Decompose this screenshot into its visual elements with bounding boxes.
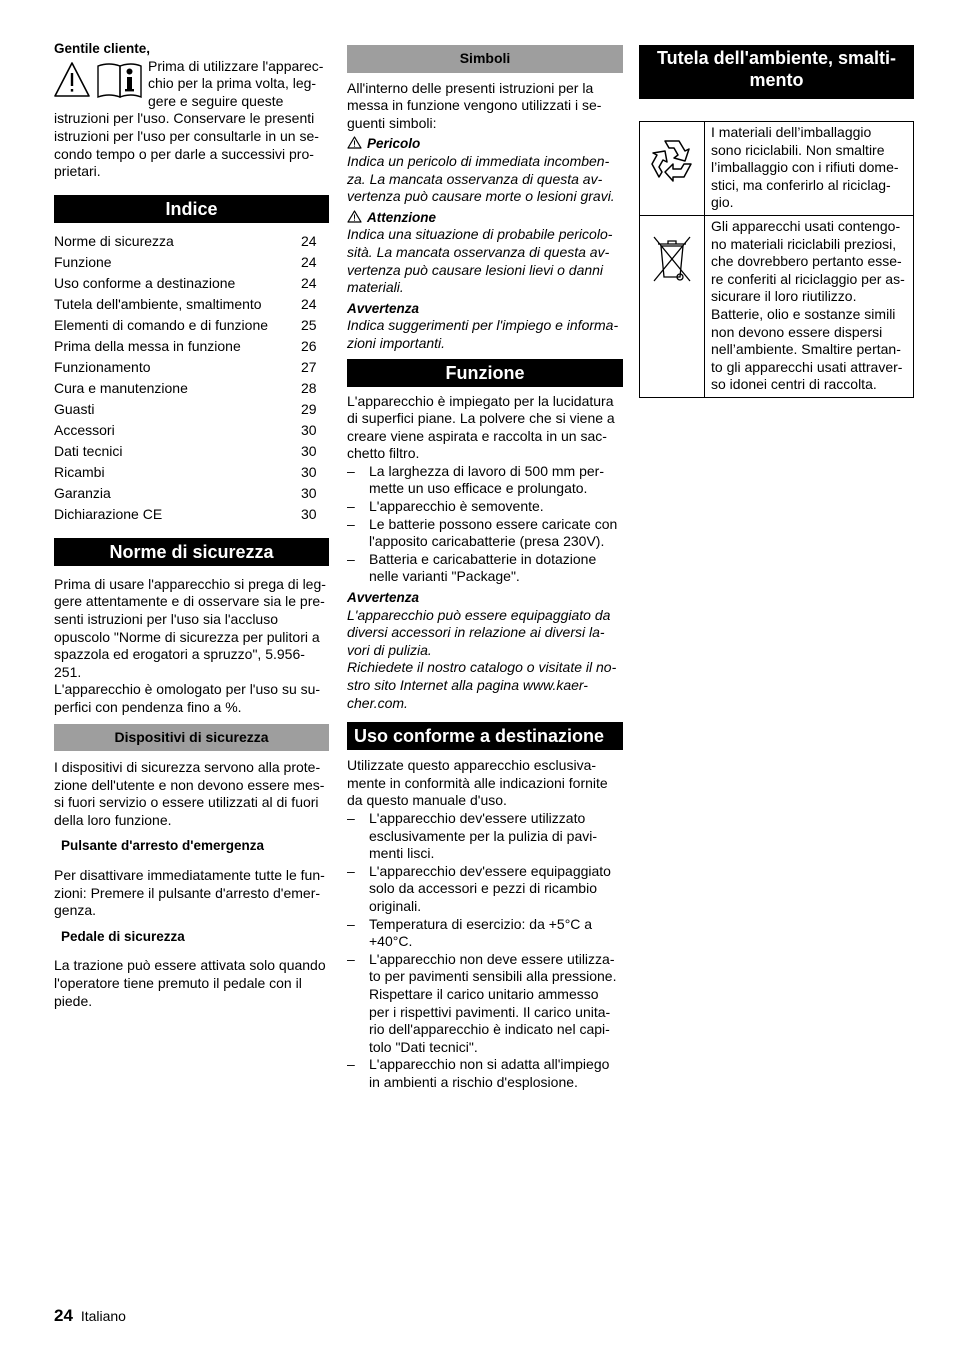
safety-intro-text [54, 576, 329, 717]
list-item-line: – L'apparecchio è semovente. [369, 498, 544, 515]
recycling-icon-cell [640, 122, 705, 216]
toc-entry [54, 420, 329, 441]
list-item [347, 810, 623, 863]
text-line: che dovrebbero pertanto esse- [711, 253, 902, 270]
text-line: Per disattivare immediatamente tutte le fun- [54, 867, 325, 884]
list-item [347, 916, 623, 951]
toc-entry-page: 24 [301, 274, 317, 291]
text-line: l'operatore tiene premuto il pedale con il [54, 975, 302, 992]
list-item [347, 1056, 623, 1091]
text-line: gio. [711, 194, 734, 211]
toc-entry-page: 30 [301, 442, 317, 459]
toc-entry [54, 483, 329, 504]
list-item-line: +40°C. [369, 933, 413, 950]
text-line: creare viene aspirata e raccolta in un sac- [347, 427, 607, 444]
intro-line: Prima di utilizzare l'apparec- [148, 57, 324, 74]
text-line: to gli apparecchi usati attraver- [711, 358, 903, 375]
toc-entry-label: Prima della messa in funzione [54, 337, 241, 354]
column-2 [347, 45, 623, 1091]
safety-devices-text [54, 759, 329, 829]
recycling-icon [645, 133, 699, 187]
environment-disposal-text [705, 215, 914, 397]
list-item-line: – L'apparecchio non deve essere utilizza- [369, 950, 615, 967]
toc-entry-page: 25 [301, 316, 317, 333]
text-line: cher.com. [347, 694, 408, 711]
text-line: nell’ambiente. Smaltire pertan- [711, 341, 901, 358]
toc-entry [54, 294, 329, 315]
warning-triangle-icon [347, 136, 362, 149]
toc-entry [54, 462, 329, 483]
caution-text [347, 226, 623, 296]
emergency-stop-heading: Pulsante d'arresto d'emergenza [61, 838, 264, 854]
text-line: senti istruzioni per l'uso sia l'accluso [54, 610, 278, 627]
text-line: sicurare il loro riutilizzo. [711, 288, 857, 305]
toc-entry-label: Ricambi [54, 463, 105, 480]
footer-language: Italiano [80, 1308, 126, 1324]
crossed-bin-icon-cell [640, 215, 705, 397]
list-item-line: to per pavimenti sensibili alla pressione. [369, 968, 617, 985]
list-item-line: solo da accessori e pezzi di ricambio [369, 880, 597, 897]
warning-and-manual-icons [54, 60, 142, 100]
text-line: genza. [54, 902, 97, 919]
list-item-line: in ambienti a rischio d'esplosione. [369, 1073, 578, 1090]
column-1 [54, 40, 329, 1010]
toc-entry-page: 30 [301, 421, 317, 438]
text-line: della loro funzione. [54, 811, 172, 828]
function-bullet-list [347, 463, 623, 586]
toc-entry [54, 336, 329, 357]
page-footer [54, 1307, 126, 1326]
text-line: za. La mancata osservanza di questa av- [347, 170, 603, 187]
list-item-line: – La larghezza di lavoro di 500 mm per- [369, 462, 605, 479]
crossed-bin-icon [650, 231, 694, 285]
text-line: Prima di usare l'apparecchio si prega di leg- [54, 575, 326, 592]
list-item [347, 863, 623, 916]
text-line: guenti simboli: [347, 114, 437, 131]
text-line: spazzola ed erogatori a spruzzo", 5.956- [54, 646, 305, 663]
text-line: zione dell'utente e non devono essere mes- [54, 776, 325, 793]
warning-triangle-icon [55, 63, 89, 96]
text-line: stro sito Internet alla pagina www.kaer- [347, 677, 588, 693]
function-note-label: Avvertenza [347, 590, 420, 606]
text-line: di superfici piane. La polvere che si viene a [347, 410, 615, 427]
text-line: I materiali dell’imballaggio [711, 124, 872, 140]
toc-entry-page: 24 [301, 232, 317, 249]
toc-entry [54, 315, 329, 336]
toc-heading: Indice [54, 195, 329, 223]
list-item-line: mette un uso efficace e prolungato. [369, 480, 588, 497]
toc-entry-label: Dichiarazione CE [54, 505, 163, 522]
toc-entry-page: 26 [301, 337, 317, 354]
text-line: re conferiti al riciclaggio per as- [711, 270, 905, 287]
list-item-line: tolo "Dati tecnici". [369, 1038, 478, 1055]
function-note-text [347, 607, 623, 713]
toc-entry-label: Cura e manutenzione [54, 379, 188, 396]
note-text [347, 317, 623, 352]
text-line: sono riciclabili. Non smaltire [711, 141, 885, 158]
text-line: vori di pulizia. [347, 641, 432, 658]
intended-use-intro-text [347, 757, 623, 810]
text-line: Indica una situazione di probabile pericolo- [347, 226, 613, 243]
list-item-line: per i rispettivi pavimenti. Il carico unita- [369, 1003, 611, 1020]
text-line: Indica un pericolo di immediata incomben- [347, 152, 610, 169]
toc-entry-label: Guasti [54, 400, 95, 417]
toc-entry-label: Elementi di comando e di funzione [54, 316, 269, 333]
list-item [347, 516, 623, 551]
list-item-line: nelle varianti "Package". [369, 568, 520, 585]
safety-pedal-text [54, 957, 329, 1010]
caution-label: Attenzione [367, 209, 436, 225]
environment-title-line: mento [749, 70, 804, 90]
environment-title-line: Tutela dell'ambiente, smalti- [656, 48, 896, 68]
danger-label-row [347, 135, 623, 153]
toc-entry [54, 231, 329, 252]
list-item [347, 463, 623, 498]
list-item-line: – Temperatura di esercizio: da +5°C a [369, 915, 593, 932]
column-3 [639, 45, 914, 398]
toc-entry [54, 378, 329, 399]
note-label: Avvertenza [347, 300, 420, 316]
list-item-line: Rispettare il carico unitario ammesso [369, 985, 599, 1002]
toc-entry [54, 504, 329, 525]
text-line: La trazione può essere attivata solo quando [54, 957, 326, 974]
toc-entry-page: 27 [301, 358, 317, 375]
page-number: 24 [54, 1306, 73, 1325]
text-line: Gli apparecchi usati contengo- [711, 217, 901, 234]
list-item-line: – Batteria e caricabatterie in dotazione [369, 550, 597, 567]
text-line: no materiali riciclabili preziosi, [711, 235, 897, 252]
text-line: l’imballaggio con i rifiuti dome- [711, 159, 899, 176]
toc-entry [54, 252, 329, 273]
safety-heading: Norme di sicurezza [54, 538, 329, 566]
intro-line: prietari. [54, 163, 101, 180]
text-line: sità. La mancata osservanza di questa av- [347, 243, 610, 260]
toc-entry-label: Funzione [54, 253, 112, 270]
list-item-line: esclusivamente per la pulizia di pavi- [369, 827, 597, 844]
text-line: I dispositivi di sicurezza servono alla prote- [54, 759, 321, 776]
safety-pedal-heading: Pedale di sicurezza [61, 928, 185, 944]
toc-entry [54, 441, 329, 462]
text-line: materiali. [347, 279, 404, 296]
greeting: Gentile cliente, [54, 41, 151, 56]
toc-entry-label: Funzionamento [54, 358, 151, 375]
list-item-line: originali. [369, 897, 422, 914]
manual-info-icon [98, 64, 141, 97]
intro-line: istruzioni per l'uso. Conservare le presenti [54, 110, 315, 127]
toc-entry-page: 30 [301, 505, 317, 522]
list-item-line: – L'apparecchio dev'essere utilizzato [369, 809, 586, 826]
symbols-intro-text [347, 80, 623, 133]
intro-line: istruzioni per l'uso per consultarle in un se- [54, 127, 319, 144]
toc-entry-page: 24 [301, 253, 317, 270]
text-line: vertenza può causare lesioni lievi o danni [347, 261, 604, 278]
text-line: so idonei centri di raccolta. [711, 376, 877, 393]
toc-entry-label: Garanzia [54, 484, 111, 501]
text-line: chetto filtro. [347, 445, 420, 462]
intended-use-bullet-list [347, 810, 623, 1092]
intended-use-heading: Uso conforme a destinazione [347, 722, 623, 750]
text-line: gere attentamente e di osservare sia le pre- [54, 593, 325, 610]
text-line: Batterie, olio e sostanze simili [711, 305, 896, 322]
toc-entry-label: Accessori [54, 421, 115, 438]
toc-entry-page: 29 [301, 400, 317, 417]
text-line: stici, ma conferirlo al riciclag- [711, 176, 891, 193]
toc-entry-label: Uso conforme a destinazione [54, 274, 236, 291]
danger-label: Pericolo [367, 136, 421, 152]
text-line: diversi accessori in relazione ai diversi la- [347, 624, 605, 641]
text-line: 251. [54, 663, 82, 680]
text-line: L'apparecchio può essere equipaggiato da [347, 606, 611, 623]
text-line: Indica suggerimenti per l'impiego e informa- [347, 317, 619, 334]
text-line: Richiedete il nostro catalogo o visitate il no- [347, 659, 617, 676]
text-line: All'interno delle presenti istruzioni per la [347, 79, 594, 96]
table-of-contents [54, 231, 329, 525]
toc-entry-label: Tutela dell'ambiente, smaltimento [54, 295, 262, 312]
toc-entry-page: 28 [301, 379, 317, 396]
text-line: vertenza può causare morte o lesioni gravi. [347, 188, 615, 205]
text-line: L'apparecchio è impiegato per la lucidatura [347, 392, 614, 409]
text-line: L'apparecchio è omologato per l'uso su su- [54, 681, 321, 698]
list-item-line: – L'apparecchio non si adatta all'impiego [369, 1056, 610, 1073]
text-line: si fuori servizio o essere utilizzati al di fuori [54, 794, 319, 811]
emergency-stop-text [54, 867, 329, 920]
environment-table [639, 121, 914, 398]
toc-entry-label: Dati tecnici [54, 442, 123, 459]
text-line: mente in conformità alle indicazioni fornite [347, 774, 608, 791]
list-item [347, 551, 623, 586]
text-line: non devono essere dispersi [711, 323, 883, 340]
intro-line: condo tempo o per darle a successivi pro- [54, 145, 314, 162]
list-item-line: – Le batterie possono essere caricate con [369, 515, 618, 532]
list-item-line: rio dell'apparecchio è indicato nel capi- [369, 1021, 610, 1038]
list-item-line: l'apposito caricabatterie (presa 230V). [369, 533, 605, 550]
list-item-line: menti lisci. [369, 845, 435, 862]
toc-entry-page: 30 [301, 484, 317, 501]
list-item [347, 951, 623, 1057]
danger-text [347, 153, 623, 206]
safety-devices-heading: Dispositivi di sicurezza [54, 724, 329, 752]
warning-triangle-icon [347, 210, 362, 223]
function-intro-text [347, 393, 623, 463]
list-item [347, 498, 623, 516]
toc-entry-label: Norme di sicurezza [54, 232, 174, 249]
toc-entry-page: 24 [301, 295, 317, 312]
text-line: perfici con pendenza fino a %. [54, 698, 242, 715]
intro-line: chio per la prima volta, leg- [148, 75, 317, 92]
intro-block [54, 58, 329, 181]
caution-label-row [347, 209, 623, 227]
toc-entry [54, 399, 329, 420]
list-item-line: – L'apparecchio dev'essere equipaggiato [369, 862, 611, 879]
text-line: opuscolo "Norme di sicurezza per pulitori a [54, 628, 320, 645]
toc-entry [54, 273, 329, 294]
intro-line: gere e seguire queste [148, 92, 284, 109]
text-line: zioni importanti. [347, 334, 446, 351]
text-line: Utilizzate questo apparecchio esclusiva- [347, 757, 597, 774]
table-row [640, 215, 914, 397]
toc-entry-page: 30 [301, 463, 317, 480]
text-line: zioni: Premere il pulsante d'arresto d'emer- [54, 884, 321, 901]
table-row [640, 122, 914, 216]
environment-heading [639, 45, 914, 99]
toc-entry [54, 357, 329, 378]
function-heading: Funzione [347, 359, 623, 387]
text-line: messa in funzione vengono utilizzati i se- [347, 97, 602, 114]
text-line: da questo manuale d'uso. [347, 792, 507, 809]
environment-packaging-text [705, 122, 914, 216]
text-line: piede. [54, 992, 93, 1009]
symbols-heading: Simboli [347, 45, 623, 73]
